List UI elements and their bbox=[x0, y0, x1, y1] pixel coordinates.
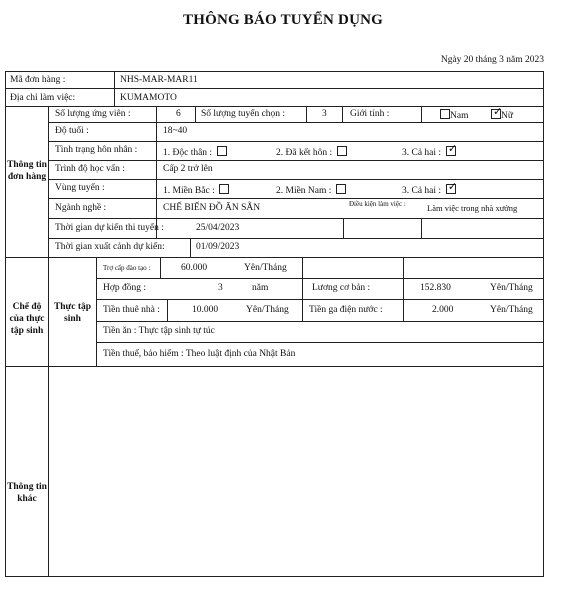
gender-female-option[interactable] bbox=[491, 109, 513, 122]
document-date: Ngày 20 tháng 3 năm 2023 bbox=[440, 55, 544, 65]
region-label: Vùng tuyển : bbox=[55, 183, 105, 193]
checkbox-icon[interactable] bbox=[337, 146, 347, 156]
industry-value: CHẾ BIẾN ĐỒ ĂN SẴN bbox=[163, 203, 261, 213]
region-north-label: 1. Miền Bắc : bbox=[163, 186, 215, 196]
contract-unit: năm bbox=[252, 283, 269, 293]
checkbox-icon[interactable] bbox=[336, 184, 346, 194]
order-code-value: NHS-MAR-MAR11 bbox=[120, 75, 198, 85]
basic-salary-unit: Yên/Tháng bbox=[490, 283, 533, 293]
rent-unit: Yên/Tháng bbox=[246, 305, 289, 315]
checkbox-icon[interactable] bbox=[440, 109, 450, 119]
departure-date-value: 01/09/2023 bbox=[196, 242, 240, 252]
work-address-value: KUMAMOTO bbox=[120, 93, 177, 103]
basic-salary-label: Lương cơ bản : bbox=[312, 283, 371, 293]
candidates-label: Số lượng ứng viên : bbox=[55, 109, 131, 119]
gender-male-label: Nam bbox=[450, 111, 469, 121]
utility-value: 2.000 bbox=[432, 305, 454, 315]
marital-both-label: 3. Cả hai : bbox=[402, 148, 442, 158]
region-option-north[interactable] bbox=[163, 184, 229, 197]
tax-insurance-info: Tiền thuế, bảo hiểm : Theo luật định của Nhật Bản bbox=[103, 349, 296, 359]
basic-salary-value: 152.830 bbox=[420, 283, 451, 293]
work-condition-value: Làm việc trong nhà xưởng bbox=[427, 203, 518, 213]
region-both-label: 3. Cả hai : bbox=[402, 186, 442, 196]
region-option-both[interactable] bbox=[402, 184, 456, 197]
marital-single-label: 1. Độc thân : bbox=[163, 148, 213, 158]
age-value: 18~40 bbox=[163, 126, 188, 136]
training-allowance-unit: Yên/Tháng bbox=[244, 263, 287, 273]
region-option-south[interactable] bbox=[276, 184, 346, 197]
gender-female-label: Nữ bbox=[501, 111, 514, 121]
gender-label: Giới tính : bbox=[350, 109, 390, 119]
page-title: THÔNG BÁO TUYỂN DỤNG bbox=[183, 12, 383, 28]
marital-option-married[interactable] bbox=[276, 146, 347, 159]
contract-label: Hợp đồng : bbox=[103, 283, 147, 293]
contract-value: 3 bbox=[218, 283, 223, 293]
departure-date-label: Thời gian xuất cảnh dự kiến: bbox=[55, 242, 165, 252]
meal-info: Tiền ăn : Thực tập sinh tự túc bbox=[103, 326, 215, 336]
education-value: Cấp 2 trở lên bbox=[163, 164, 213, 174]
rent-label: Tiền thuê nhà : bbox=[103, 305, 160, 315]
checkbox-icon[interactable] bbox=[217, 146, 227, 156]
intern-sub-label: Thực tập sinh bbox=[53, 302, 92, 324]
gender-male-option[interactable] bbox=[440, 109, 468, 122]
work-condition-label: Điều kiện làm việc : bbox=[349, 200, 406, 208]
utility-unit: Yên/Tháng bbox=[490, 305, 533, 315]
intern-benefits-section-label: Chế độ của thực tập sinh bbox=[9, 302, 45, 336]
order-info-section-label: Thông tin đơn hàng bbox=[7, 160, 47, 182]
marital-option-both[interactable] bbox=[402, 146, 456, 159]
checked-checkbox-icon[interactable] bbox=[446, 184, 456, 194]
checkbox-icon[interactable] bbox=[219, 184, 229, 194]
rent-value: 10.000 bbox=[192, 305, 219, 315]
order-code-label: Mã đơn hàng : bbox=[10, 75, 66, 85]
education-label: Trình độ học vấn : bbox=[55, 164, 125, 174]
marital-married-label: 2. Đã kết hôn : bbox=[276, 148, 333, 158]
checked-checkbox-icon[interactable] bbox=[491, 109, 501, 119]
industry-label: Ngành nghề : bbox=[55, 203, 107, 213]
utility-label: Tiền ga điện nước : bbox=[309, 305, 383, 315]
region-south-label: 2. Miền Nam : bbox=[276, 186, 332, 196]
candidates-value: 6 bbox=[176, 109, 181, 119]
selected-label: Số lượng tuyển chọn : bbox=[201, 109, 286, 119]
training-allowance-value: 60.000 bbox=[181, 263, 208, 273]
marital-label: Tình trạng hôn nhân : bbox=[55, 145, 138, 155]
other-info-section-label: Thông tin khác bbox=[7, 482, 47, 504]
exam-date-value: 25/04/2023 bbox=[196, 223, 240, 233]
selected-value: 3 bbox=[322, 109, 327, 119]
exam-date-label: Thời gian dự kiến thi tuyển : bbox=[55, 223, 164, 233]
marital-option-single[interactable] bbox=[163, 146, 227, 159]
training-allowance-label: Trợ cấp đào tạo : bbox=[103, 264, 151, 272]
age-label: Độ tuổi : bbox=[55, 126, 89, 136]
work-address-label: Địa chỉ làm việc: bbox=[10, 93, 76, 103]
checked-checkbox-icon[interactable] bbox=[446, 146, 456, 156]
